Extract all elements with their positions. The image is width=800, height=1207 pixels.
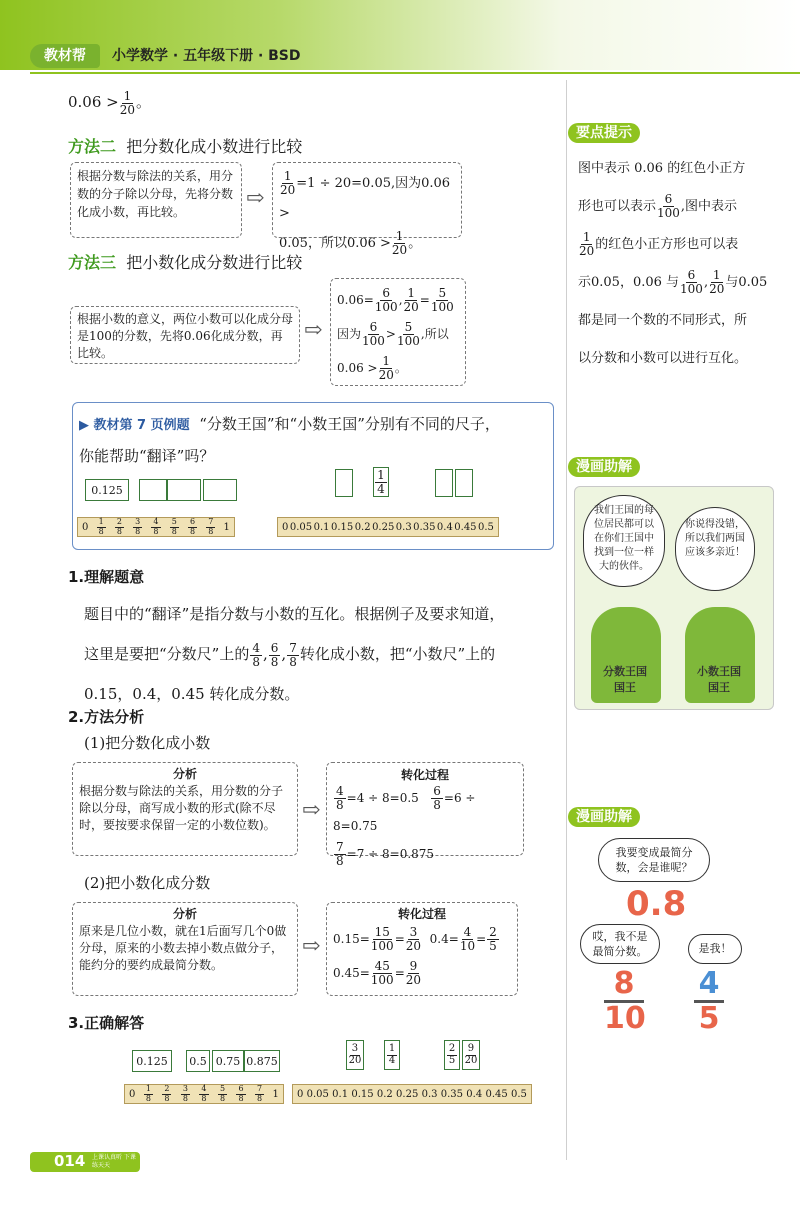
ruler-tick-label: $\frac{6}{8}$	[189, 517, 196, 536]
method2-heading: 方法二 把分数化成小数进行比较	[68, 137, 303, 156]
answer-fraction-box: $\frac{2}{5}$	[444, 1040, 460, 1070]
ruler-tick-label: $\frac{2}{8}$	[164, 1084, 170, 1103]
ruler-tick-label: $\frac{4}{8}$	[201, 1084, 207, 1103]
fraction-ruler	[124, 1084, 284, 1104]
answer-box: 0.125	[85, 479, 129, 501]
ruler-tick-label: 0.1	[313, 521, 330, 533]
speech-bubble: 你说得没错，所以我们两国应该多亲近！	[675, 507, 755, 591]
ruler-tick-label: 0.1	[332, 1088, 349, 1100]
ruler-tick-label: 0	[129, 1088, 136, 1100]
ruler-tick-label: 0.35	[413, 521, 436, 533]
footer-note: 上课认真听 下课练天天	[92, 1154, 136, 1169]
given-fraction-box: $\frac{1}{4}$	[373, 467, 389, 497]
blank-box	[167, 479, 201, 501]
answer-fraction-box: $\frac{1}{4}$	[384, 1040, 400, 1070]
analysis2-box: 分析 原来是几位小数，就在1后面写几个0做分母，原来的小数去掉小数点做分子，能约分的要约成最简分数。	[72, 902, 298, 996]
method2-explanation: 根据分数与除法的关系，用分数的分子除以分母，先将分数化成小数，再比较。	[70, 162, 242, 238]
example-text: ▶ 教材第 7 页例题 “分数王国”和“小数王国”分别有不同的尺子， 你能帮助“翻译”吗？	[79, 415, 500, 465]
ruler-tick-label: 0.15	[330, 521, 354, 533]
decimal-ruler	[292, 1084, 532, 1104]
section1-body: 题目中的“翻译”是指分数与小数的互化。根据例子及要求知道， 这里是要把“分数尺”上的 $\frac{4}{8}$ , $\frac{6}{8}$ , $\frac{7}{8}$ 转化成小数，把“小数尺”上的 0.15，0.4，0.45 转化成分数。	[84, 605, 505, 703]
ruler-tick-label: $\frac{7}{8}$	[208, 517, 214, 536]
speech-bubble: 哎，我不是最简分数。	[580, 924, 660, 964]
process1-box: 转化过程 $\frac{4}{8}$ =4 ÷ 8=0.5 $\frac{6}{8}$ =6 ÷ 8=0.75 $\frac{7}{8}$ =7 ÷ 8=0.875	[326, 762, 524, 856]
ruler-tick-label: 0.4	[466, 1088, 483, 1100]
answer-box: 0.75	[212, 1050, 244, 1072]
ruler-tick-label: 0.2	[376, 1088, 393, 1100]
ruler-tick-label: 0.5	[478, 521, 494, 533]
decimal-character: 0.8	[626, 884, 687, 924]
ruler-tick-label: 0.4	[436, 521, 453, 533]
answer-box: 0.875	[244, 1050, 280, 1072]
ruler-tick-label: $\frac{1}{8}$	[98, 517, 104, 536]
header-divider	[30, 72, 800, 74]
method3-explanation: 根据小数的意义，两位小数可以化成分母是100的分数，先将0.06化成分数，再比较。	[70, 306, 300, 364]
method3-calculation: 0.06= $\frac{6}{100}$ , $\frac{1}{20}$ = $\frac{5}{100}$ 因为 $\frac{6}{100}$ > $\frac{5}{100}$ ,所以 0.06 > $\frac{1}{20}$ 。	[330, 278, 466, 386]
ruler-tick-label: 0.35	[440, 1088, 464, 1100]
blank-box	[139, 479, 167, 501]
fraction-character: 4 5	[694, 968, 724, 1035]
tip-text: 图中表示 0.06 的红色小正方 形也可以表示 $\frac{6}{100}$ ,图中表示 $\frac{1}{20}$ 的红色小正方形也可以表 示0.05，0.06 与 $\frac{6}{100}$ , $\frac{1}{20}$ 与0.05 都是同一个数的不同形式，所 以分数和小数可以进行互化。	[578, 161, 768, 366]
answer-rulers	[120, 1036, 560, 1116]
speech-bubble: 我们王国的每位居民都可以在你们王国中找到一位一样大的伙伴。	[583, 495, 665, 587]
blank-box	[203, 479, 237, 501]
method3-heading: 方法三 把小数化成分数进行比较	[68, 253, 303, 272]
ruler-tick-label: 0.05	[289, 521, 313, 533]
analysis1-box: 分析 根据分数与除法的关系，用分数的分子除以分母，商写成小数的形式(除不尽时，要按要求保留一定的小数位数)。	[72, 762, 298, 856]
comic2-illustration	[580, 838, 776, 1068]
speech-bubble: 是我！	[688, 934, 742, 964]
ruler-tick-label: $\frac{3}{8}$	[182, 1084, 188, 1103]
ruler-tick-label: $\frac{5}{8}$	[171, 517, 177, 536]
ruler-tick-label: 0	[297, 1088, 304, 1100]
intro-inequality: 0.06 > $\frac{1}{20}$ 。	[68, 89, 152, 117]
section2-title: 2.方法分析	[68, 708, 145, 726]
ruler-tick-label: 0.45	[454, 521, 477, 533]
answer-box: 0.125	[132, 1050, 172, 1072]
ruler-tick-label: 0.25	[372, 521, 395, 533]
ruler-tick-label: 0.3	[395, 521, 412, 533]
section1-title: 1.理解题意	[68, 568, 145, 586]
ruler-tick-label: 0.2	[354, 521, 371, 533]
ruler-tick-label: 0	[82, 521, 89, 533]
answer-fraction-box: $\frac{9}{20}$	[462, 1040, 480, 1070]
header-title: 小学数学 · 五年级下册 · BSD	[112, 48, 301, 64]
arrow-icon: ⇨	[302, 934, 321, 959]
ruler-tick-label: $\frac{6}{8}$	[238, 1084, 244, 1103]
example-panel	[72, 402, 554, 550]
subsection2-title: (2)把小数化成分数	[84, 874, 211, 892]
ruler-tick-label: 0	[282, 521, 289, 533]
comic1-illustration	[574, 486, 774, 710]
comic2-heading: 漫画助解	[568, 806, 640, 826]
sign-label: 分数王国国王	[603, 665, 647, 694]
section3-title: 3.正确解答	[68, 1014, 145, 1032]
fraction-character: 8 10	[604, 966, 646, 1036]
ruler-tick-label: 0.45	[485, 1088, 508, 1100]
speech-bubble: 我要变成最简分数，会是谁呢？	[598, 838, 710, 882]
page-number: 014	[54, 1152, 86, 1170]
arrow-icon: ⇨	[302, 798, 321, 823]
arrow-icon: ⇨	[246, 186, 265, 211]
answer-fraction-box: $\frac{3}{20}$	[346, 1040, 364, 1070]
ruler-tick-label: 0.3	[421, 1088, 438, 1100]
ruler-tick-label: 0.5	[510, 1088, 527, 1100]
answer-box: 0.5	[186, 1050, 210, 1072]
ruler-tick-label: 0.25	[396, 1088, 419, 1100]
fraction-ruler	[77, 517, 235, 537]
header-badge: 教材帮	[30, 44, 100, 68]
sign-label: 小数王国国王	[697, 665, 741, 694]
ruler-tick-label: $\frac{7}{8}$	[257, 1084, 263, 1103]
ruler-tick-label: $\frac{5}{8}$	[219, 1084, 226, 1103]
side-column-divider	[566, 80, 567, 1160]
process2-box: 转化过程 0.15= $\frac{15}{100}$ = $\frac{3}{20}$ 0.4= $\frac{4}{10}$ = $\frac{2}{5}$ 0.45= $\frac{45}{100}$ = $\frac{9}{20}$	[326, 902, 518, 996]
ruler-tick-label: 1	[223, 521, 230, 533]
ruler-tick-label: $\frac{1}{8}$	[145, 1084, 151, 1103]
comic1-heading: 漫画助解	[568, 456, 640, 476]
ruler-tick-label: $\frac{4}{8}$	[153, 517, 159, 536]
method2-calculation: $\frac{1}{20}$ =1 ÷ 20=0.05,因为0.06 > 0.05，所以0.06 > $\frac{1}{20}$ 。	[272, 162, 462, 238]
ruler-tick-label: 0.15	[351, 1088, 374, 1100]
ruler-tick-label: 0.05	[306, 1088, 329, 1100]
ruler-tick-label: $\frac{2}{8}$	[116, 517, 122, 536]
ruler-tick-label: $\frac{3}{8}$	[135, 517, 141, 536]
ruler-tick-label: 1	[272, 1088, 279, 1100]
decimal-ruler	[277, 517, 499, 537]
blank-box	[335, 469, 353, 497]
blank-box	[435, 469, 453, 497]
blank-box	[455, 469, 473, 497]
tip-heading: 要点提示	[568, 122, 640, 142]
arrow-icon: ⇨	[304, 318, 323, 343]
subsection1-title: (1)把分数化成小数	[84, 734, 211, 752]
